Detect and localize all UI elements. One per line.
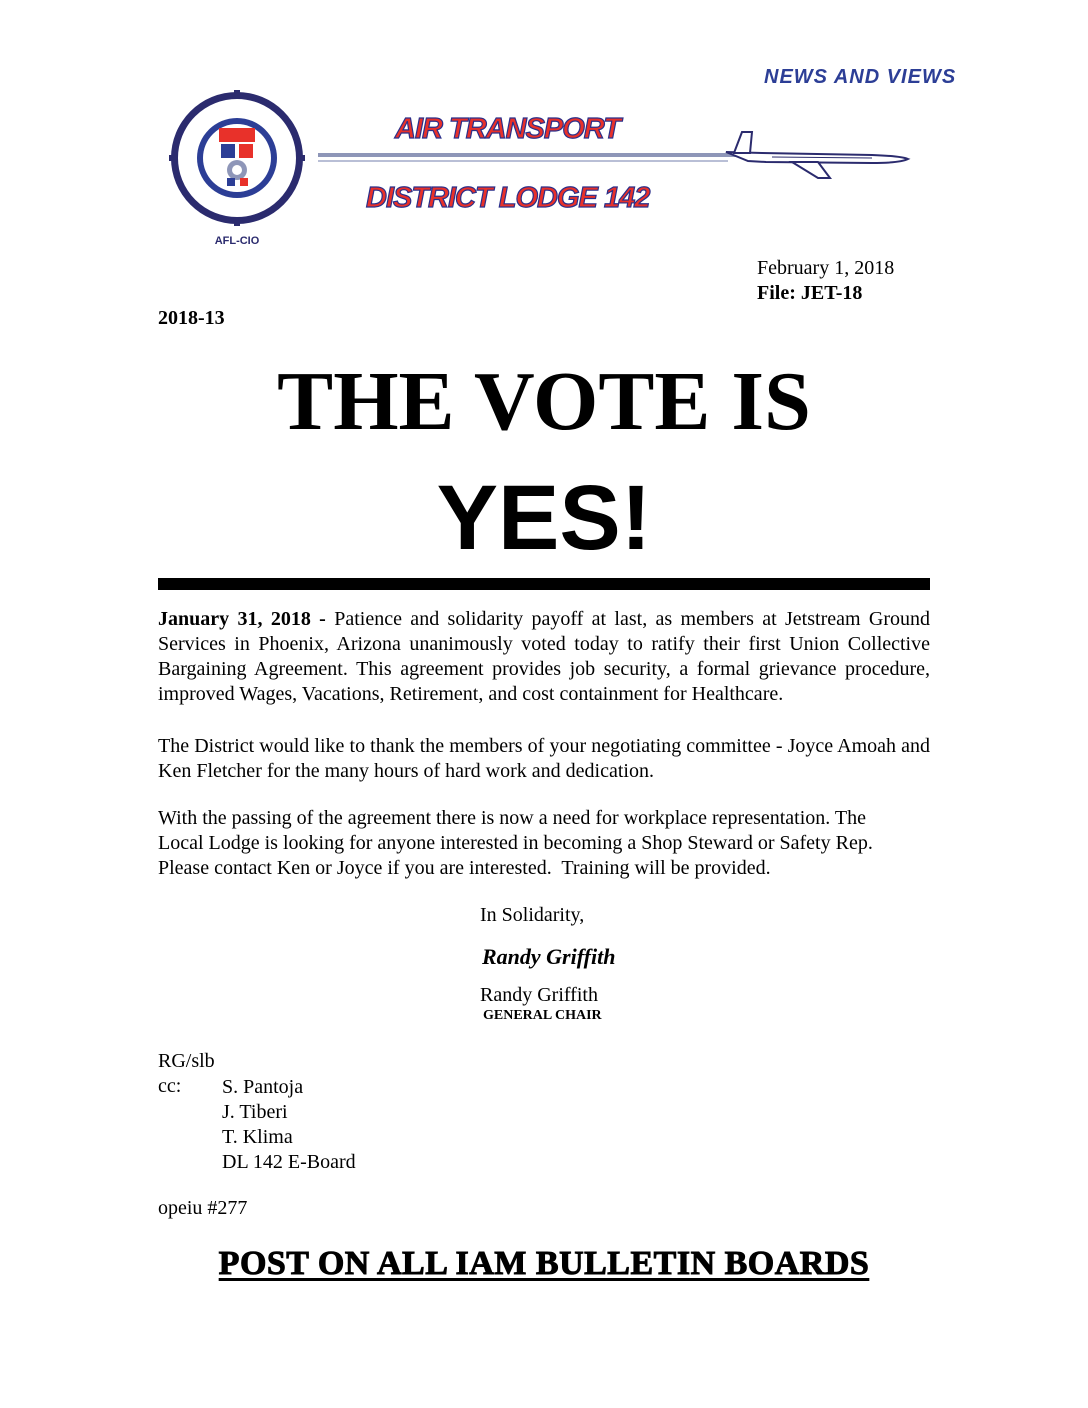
- headline-line1: THE VOTE IS: [277, 355, 811, 448]
- brand-air-transport: AIR TRANSPORT: [395, 113, 620, 145]
- brand-district-lodge: DISTRICT LODGE 142: [366, 182, 650, 214]
- paragraph-1-lead: January 31, 2018 -: [158, 608, 326, 630]
- paragraph-3-line-1: With the passing of the agreement there is now a need for workplace representation. The: [158, 807, 867, 829]
- paragraph-3: [158, 806, 930, 881]
- iam-seal-logo: [155, 88, 320, 253]
- post-notice: POST ON ALL IAM BULLETIN BOARDS: [218, 1245, 870, 1282]
- header-rule-thin: [318, 160, 728, 162]
- seal-affiliation: AFL-CIO: [214, 235, 260, 247]
- headline-divider: [158, 578, 930, 590]
- header-rule: [318, 153, 748, 157]
- paragraph-2: The District would like to thank the members of your negotiating committee - Joyce Amoah and Ken Fletcher for the many hours of hard work and dedication.: [158, 735, 930, 782]
- cc-item: DL 142 E-Board: [222, 1151, 356, 1173]
- news-and-views-label: NEWS AND VIEWS: [764, 66, 957, 88]
- letter-date: February 1, 2018: [757, 257, 895, 279]
- paragraph-1: [158, 607, 930, 707]
- cc-label: cc:: [158, 1075, 182, 1097]
- svg-text:Randy Griffith: Randy Griffith: [482, 944, 616, 969]
- initials: RG/slb: [158, 1050, 215, 1072]
- bulletin-number: 2018-13: [158, 307, 225, 329]
- cc-item: T. Klima: [222, 1126, 293, 1148]
- signer-name: Randy Griffith: [480, 984, 598, 1006]
- cc-item: J. Tiberi: [222, 1101, 288, 1123]
- opeiu-note: opeiu #277: [158, 1197, 248, 1219]
- signature: [480, 940, 640, 972]
- paragraph-1-text: Patience and solidarity payoff at last, as members at Jetstream Ground Services in Phoenix, Arizona unanimously voted today to ratify their first Union Collective Bargaining Agreement. This agreement provides job security, a formal grievance procedure, improved Wages, Vacations, Retirement, and cost containment for Healthcare.: [158, 608, 930, 705]
- headline-line2: YES!: [436, 467, 652, 569]
- paragraph-3-line-3: Please contact Ken or Joyce if you are interested. Training will be provided.: [158, 857, 771, 879]
- signer-title: GENERAL CHAIR: [483, 1008, 602, 1023]
- paragraph-3-line-2: Local Lodge is looking for anyone interested in becoming a Shop Steward or Safety Rep.: [158, 832, 873, 854]
- cc-item: S. Pantoja: [222, 1076, 304, 1098]
- airplane-icon: [722, 126, 914, 184]
- closing: In Solidarity,: [480, 904, 585, 926]
- cc-list: [222, 1075, 356, 1175]
- file-reference: File: JET-18: [757, 282, 863, 304]
